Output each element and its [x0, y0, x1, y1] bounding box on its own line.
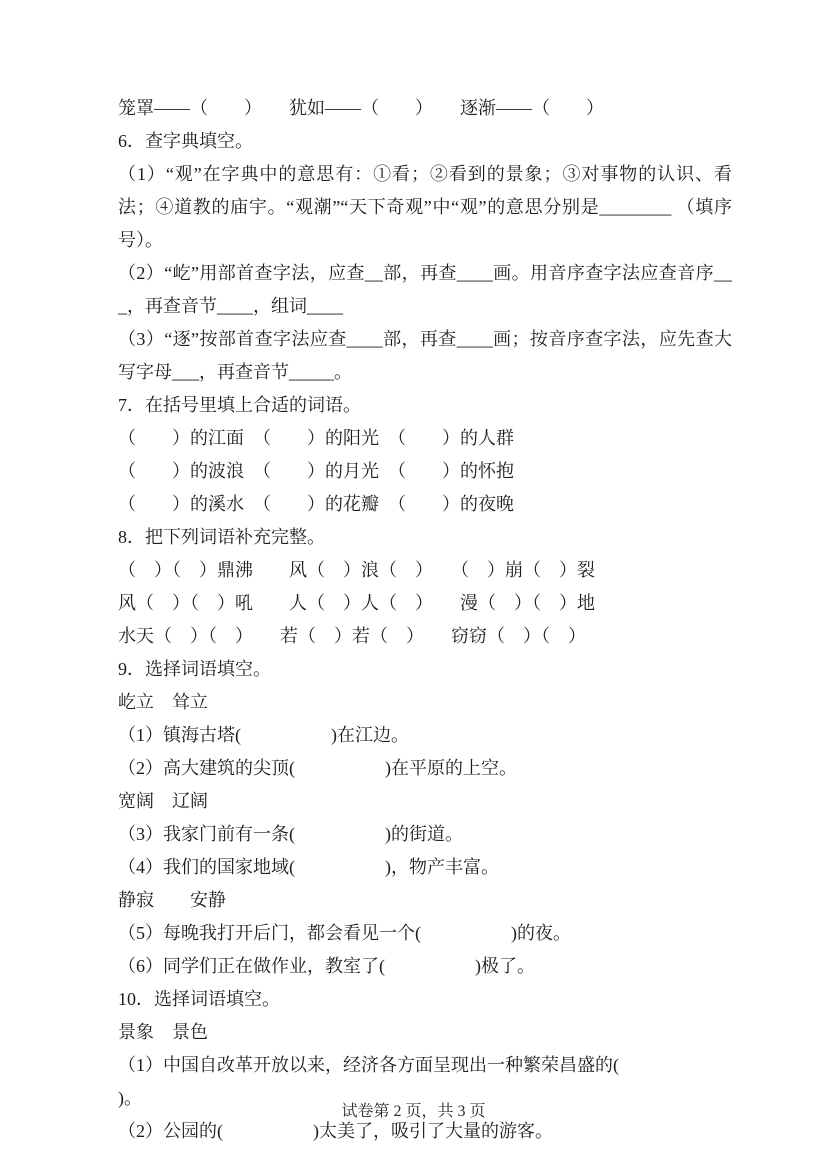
- q9-item-1: （1）镇海古塔( )在江边。: [118, 725, 409, 745]
- q9-word-bank-2: 宽阔 辽阔: [118, 791, 208, 811]
- q6-item-1: （1）“观”在字典中的意思有：①看；②看到的景象；③对事物的认识、看法；④道教的庙宇。“观潮”“天下奇观”中“观”的意思分别是________ （填序号）。: [118, 164, 732, 250]
- q9-word-bank-3: 静寂 安静: [118, 890, 226, 910]
- q9-title: 9．选择词语填空。: [118, 659, 271, 679]
- q8-row-1: （ ）（ ）鼎沸 风（ ）浪（ ） （ ）崩（ ）裂: [118, 560, 595, 580]
- q7-row-3: （ ）的溪水 （ ）的花瓣 （ ）的夜晚: [118, 494, 514, 514]
- q9-word-bank-1: 屹立 耸立: [118, 692, 208, 712]
- q10-item-1: （1）中国自改革开放以来，经济各方面呈现出一种繁荣昌盛的( )。: [118, 1055, 709, 1108]
- q6-item-3: （3）“逐”按部首查字法应查____部，再查____画；按音序查字法，应先查大写字母___，再查音节_____。: [118, 329, 732, 382]
- q7-row-2: （ ）的波浪 （ ）的月光 （ ）的怀抱: [118, 461, 514, 481]
- q9-item-2: （2）高大建筑的尖顶( )在平原的上空。: [118, 758, 517, 778]
- q10-title: 10．选择词语填空。: [118, 989, 280, 1009]
- q7-row-1: （ ）的江面 （ ）的阳光 （ ）的人群: [118, 428, 514, 448]
- q8-title: 8．把下列词语补充完整。: [118, 527, 325, 547]
- q9-item-4: （4）我们的国家地域( )，物产丰富。: [118, 857, 499, 877]
- q8-row-3: 水天（ ）（ ） 若（ ）若（ ） 窃窃（ ）（ ）: [118, 626, 586, 646]
- q5-synonym-matching-row: 笼罩——（ ） 犹如——（ ） 逐渐——（ ）: [118, 98, 604, 118]
- q9-item-3: （3）我家门前有一条( )的街道。: [118, 824, 463, 844]
- q10-item-2: （2）公园的( )太美了，吸引了大量的游客。: [118, 1121, 553, 1141]
- q9-item-6: （6）同学们正在做作业，教室了( )极了。: [118, 956, 535, 976]
- q9-item-5: （5）每晚我打开后门，都会看见一个( )的夜。: [118, 923, 571, 943]
- q6-title: 6．查字典填空。: [118, 131, 253, 151]
- q6-item-2: （2）“屹”用部首查字法，应查__部，再查____画。用音序查字法应查音序___，再查音节____，组词____: [118, 263, 732, 316]
- q8-row-2: 风（ ）（ ）吼 人（ ）人（ ） 漫（ ）（ ）地: [118, 593, 595, 613]
- q7-title: 7．在括号里填上合适的词语。: [118, 395, 361, 415]
- q10-word-bank: 景象 景色: [118, 1022, 208, 1042]
- page-footer: 试卷第 2 页，共 3 页: [341, 1103, 486, 1120]
